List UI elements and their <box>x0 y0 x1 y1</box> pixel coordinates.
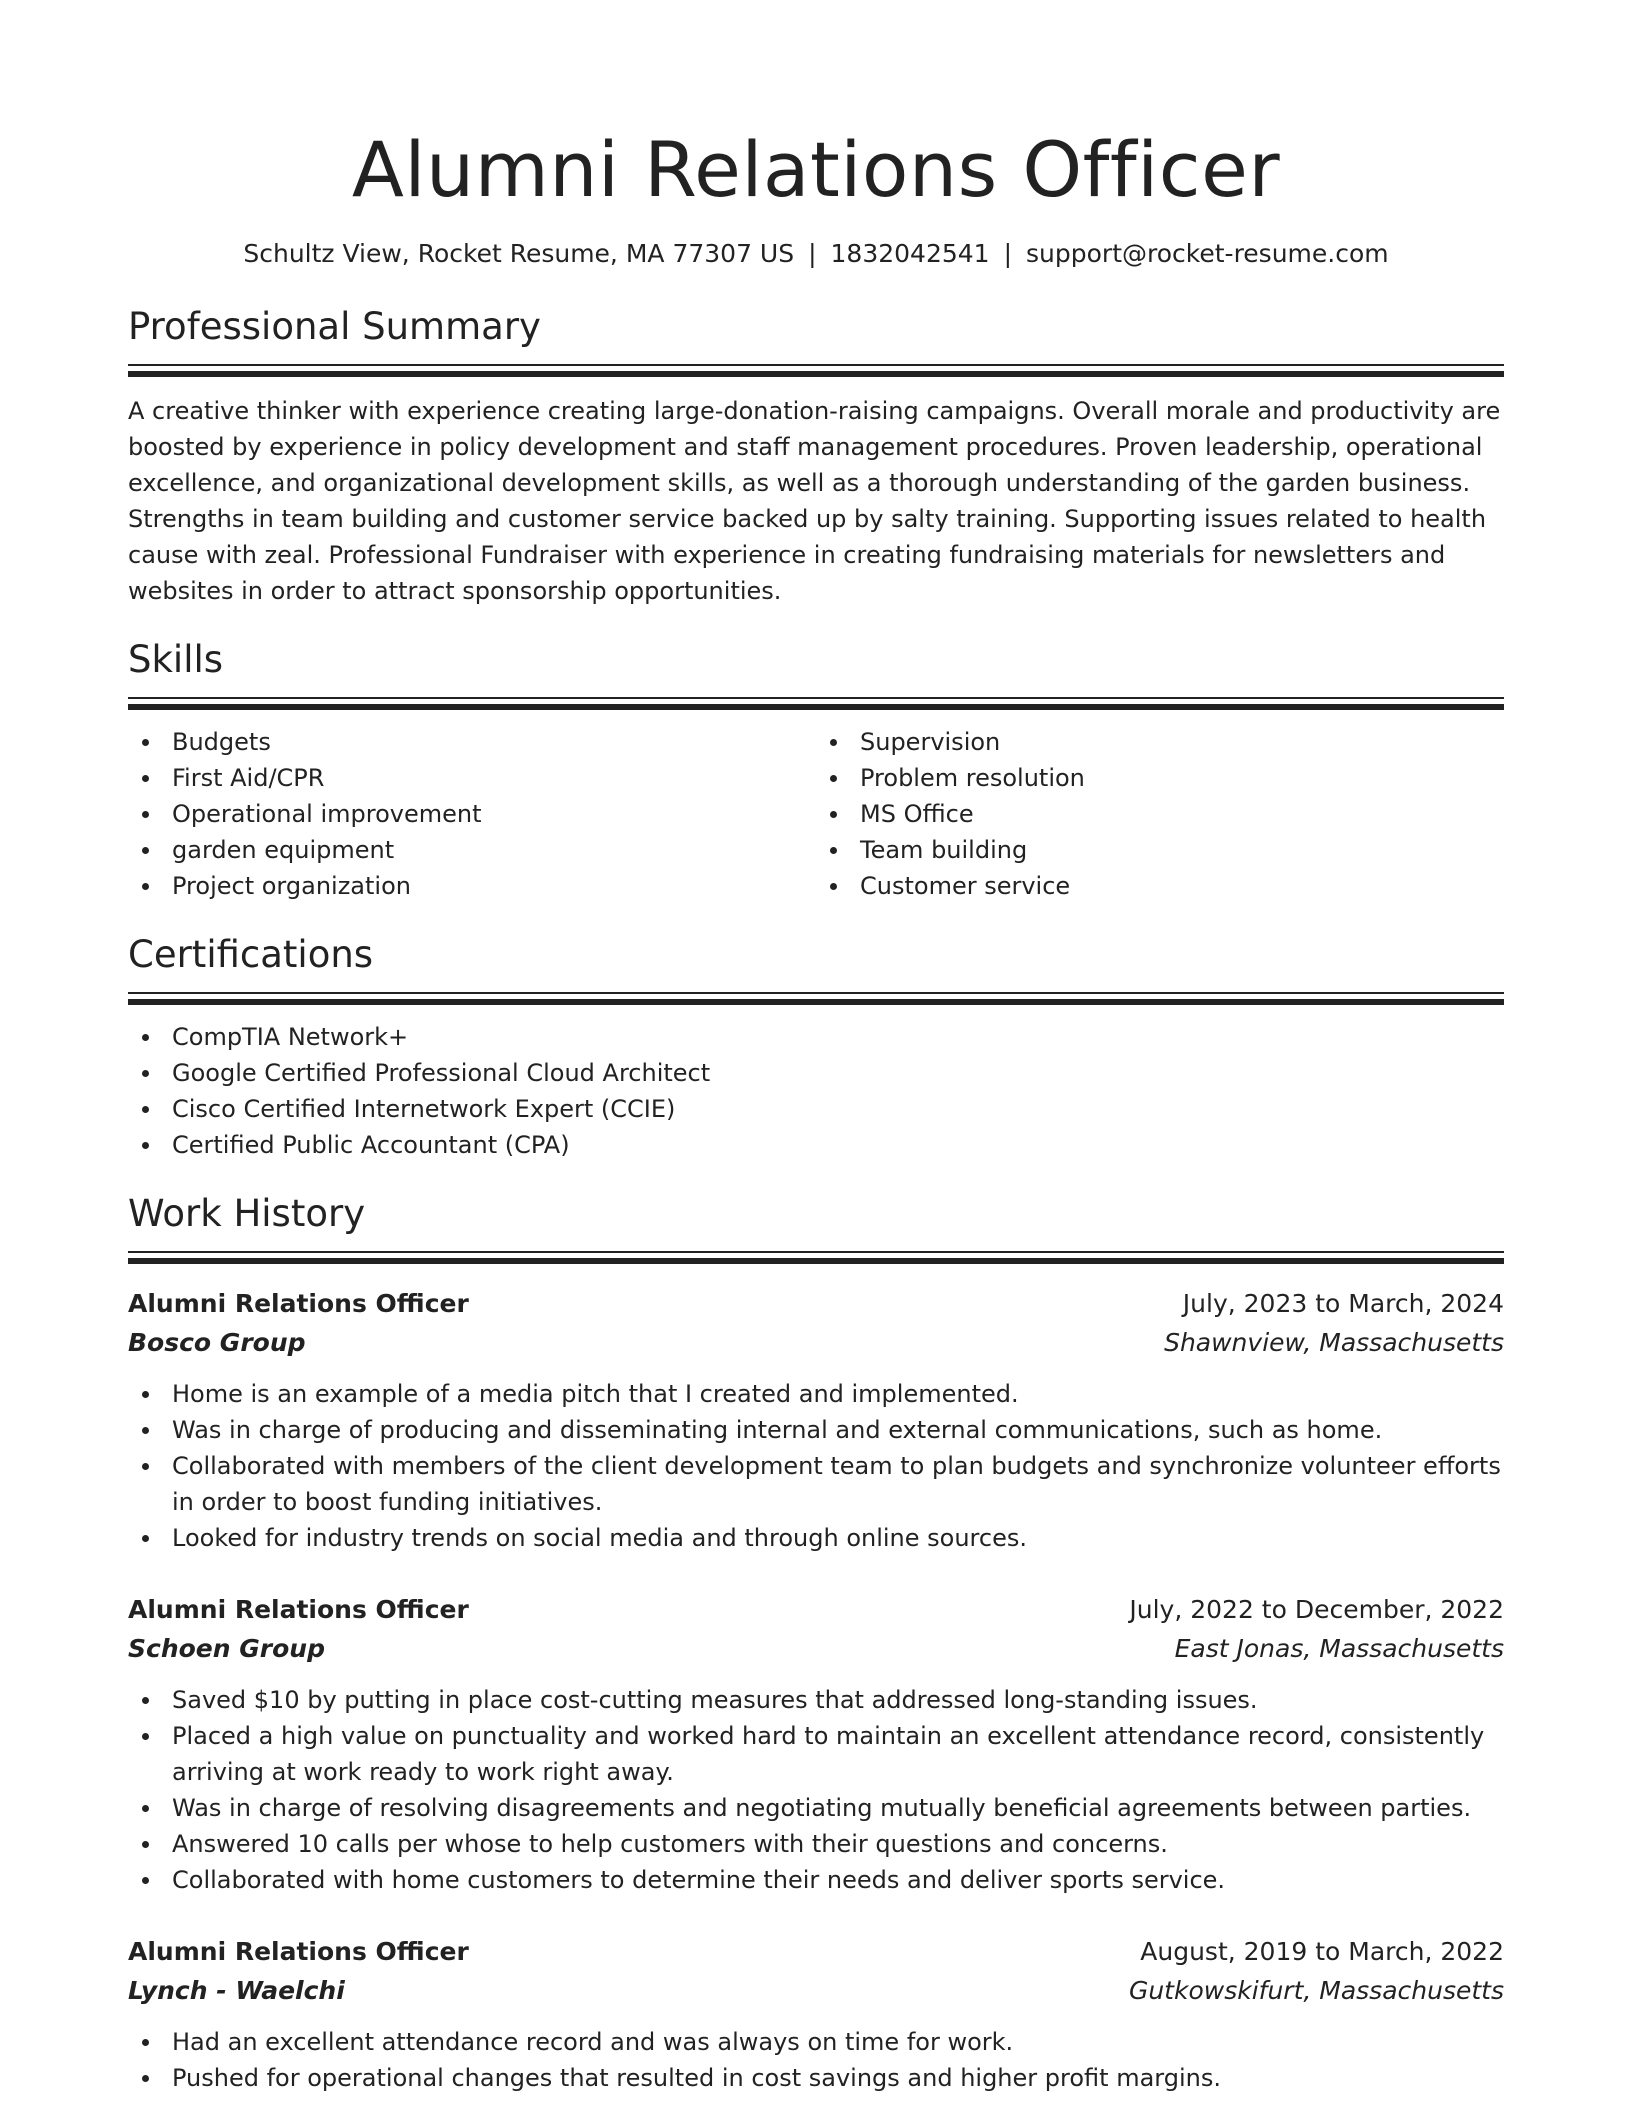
certification-item: Cisco Certified Internetwork Expert (CCIE) <box>128 1091 1504 1127</box>
job-bullet: Collaborated with members of the client development team to plan budgets and synchronize volunteer efforts in order to boost funding initiatives. <box>128 1448 1504 1520</box>
contact-address: Schultz View, Rocket Resume, MA 77307 US <box>243 239 795 268</box>
job-location: Gutkowskifurt, Massachusetts <box>1128 1976 1504 2005</box>
resume-page <box>128 0 1504 2096</box>
job-company-row <box>128 1972 1504 2010</box>
job-location: Shawnview, Massachusetts <box>1164 1328 1504 1357</box>
job-bullet: Answered 10 calls per whose to help customers with their questions and concerns. <box>128 1826 1504 1862</box>
section-divider <box>128 1251 1504 1264</box>
resume-title: Alumni Relations Officer <box>351 125 1281 214</box>
job-header-row <box>128 1590 1504 1630</box>
work-history-section <box>128 1189 1504 2096</box>
job-entry <box>128 1932 1504 2096</box>
skills-heading: Skills <box>128 638 224 681</box>
contact-email: support@rocket-resume.com <box>1026 239 1389 268</box>
skills-list-right <box>816 724 1504 904</box>
section-divider <box>128 697 1504 710</box>
contact-line <box>128 236 1504 272</box>
job-title: Alumni Relations Officer <box>128 1595 469 1624</box>
contact-separator: | <box>808 239 817 268</box>
certification-item: Certified Public Accountant (CPA) <box>128 1127 1504 1163</box>
certifications-list <box>128 1019 1504 1163</box>
summary-heading: Professional Summary <box>128 305 541 348</box>
job-company: Schoen Group <box>128 1634 325 1663</box>
skills-section <box>128 635 1504 904</box>
skill-item: Budgets <box>128 724 816 760</box>
job-dates: August, 2019 to March, 2022 <box>1140 1937 1504 1966</box>
certification-item: Google Certified Professional Cloud Architect <box>128 1055 1504 1091</box>
job-bullet: Was in charge of producing and disseminating internal and external communications, such as home. <box>128 1412 1504 1448</box>
job-bullet: Had an excellent attendance record and was always on time for work. <box>128 2024 1504 2060</box>
job-header-row <box>128 1284 1504 1324</box>
job-company-row <box>128 1630 1504 1668</box>
skill-item: First Aid/CPR <box>128 760 816 796</box>
job-location: East Jonas, Massachusetts <box>1174 1634 1504 1663</box>
job-bullet: Collaborated with home customers to determine their needs and deliver sports service. <box>128 1862 1504 1898</box>
skills-grid <box>128 724 1504 904</box>
summary-section <box>128 302 1504 609</box>
job-bullet: Was in charge of resolving disagreements and negotiating mutually beneficial agreements between parties. <box>128 1790 1504 1826</box>
job-bullets <box>128 1682 1504 1898</box>
skills-list-left <box>128 724 816 904</box>
job-dates: July, 2023 to March, 2024 <box>1182 1289 1504 1318</box>
work-history-heading: Work History <box>128 1192 366 1235</box>
contact-separator: | <box>1003 239 1013 268</box>
certification-item: CompTIA Network+ <box>128 1019 1504 1055</box>
job-header-row <box>128 1932 1504 1972</box>
job-bullets <box>128 2024 1504 2096</box>
skill-item: Supervision <box>816 724 1504 760</box>
job-title: Alumni Relations Officer <box>128 1289 469 1318</box>
job-title: Alumni Relations Officer <box>128 1937 469 1966</box>
summary-text: A creative thinker with experience creating large-donation-raising campaigns. Overall morale and productivity are boosted by experience in policy development and staff management procedures. Proven leadership, operational excellence, and organizational development skills, as well as a thorough understanding of the garden business. Strengths in team building and customer service backed up by salty training. Supporting issues related to health cause with zeal. Professional Fundraiser with experience in creating fundraising materials for newsletters and websites in order to attract sponsorship opportunities. <box>128 397 1501 605</box>
skill-item: Problem resolution <box>816 760 1504 796</box>
skill-item: Team building <box>816 832 1504 868</box>
skill-item: Operational improvement <box>128 796 816 832</box>
certifications-heading: Certifications <box>128 933 374 976</box>
skill-item: Customer service <box>816 868 1504 904</box>
job-bullet: Placed a high value on punctuality and worked hard to maintain an excellent attendance record, consistently arriving at work ready to work right away. <box>128 1718 1504 1790</box>
certifications-section <box>128 930 1504 1163</box>
job-company: Bosco Group <box>128 1328 306 1357</box>
job-bullet: Saved $10 by putting in place cost-cutting measures that addressed long-standing issues. <box>128 1682 1504 1718</box>
job-company: Lynch - Waelchi <box>128 1976 345 2005</box>
job-bullet: Looked for industry trends on social media and through online sources. <box>128 1520 1504 1556</box>
job-company-row <box>128 1324 1504 1362</box>
skill-item: garden equipment <box>128 832 816 868</box>
skill-item: MS Office <box>816 796 1504 832</box>
skill-item: Project organization <box>128 868 816 904</box>
section-divider <box>128 992 1504 1005</box>
section-divider <box>128 364 1504 377</box>
job-entry <box>128 1284 1504 1556</box>
job-bullet: Pushed for operational changes that resulted in cost savings and higher profit margins. <box>128 2060 1504 2096</box>
job-bullet: Home is an example of a media pitch that I created and implemented. <box>128 1376 1504 1412</box>
job-bullets <box>128 1376 1504 1556</box>
job-entry <box>128 1590 1504 1898</box>
contact-phone: 1832042541 <box>830 239 990 268</box>
job-dates: July, 2022 to December, 2022 <box>1129 1595 1504 1624</box>
